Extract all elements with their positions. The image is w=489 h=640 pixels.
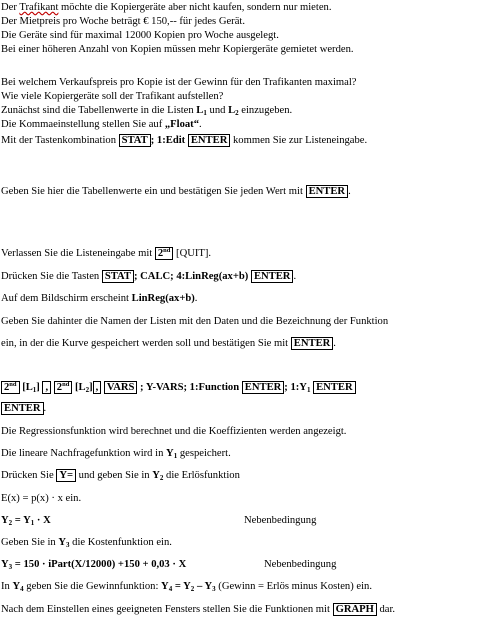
text: ] xyxy=(89,382,93,393)
intro-line-2: Der Mietpreis pro Woche beträgt € 150,-- für jedes Gerät. xyxy=(1,16,245,27)
intro-line-4: Bei einer höheren Anzahl von Kopien müssen mehr Kopiergeräte gemietet werden. xyxy=(1,44,354,55)
text: . xyxy=(43,403,47,414)
text xyxy=(75,382,93,393)
text: 3 xyxy=(8,563,13,571)
second-key xyxy=(1,381,20,394)
step-confirm xyxy=(1,337,336,350)
text: Geben Sie in xyxy=(1,537,59,548)
text: Drücken Sie die Tasten xyxy=(1,271,102,282)
text: 2 xyxy=(56,382,63,393)
text: . xyxy=(199,119,202,130)
text: Auf dem Bildschirm erscheint xyxy=(1,293,132,304)
instruction-lists xyxy=(1,104,292,117)
text: 1 xyxy=(32,386,37,394)
text: 4 xyxy=(20,585,24,593)
text: LinReg(ax+b) xyxy=(131,293,195,304)
stat-key: STAT xyxy=(102,270,134,283)
text xyxy=(284,382,310,393)
text: = Y xyxy=(12,515,31,526)
text: Der xyxy=(1,2,20,13)
text: [L xyxy=(22,382,33,393)
comma-key: , xyxy=(42,381,51,394)
step-quit xyxy=(1,247,211,260)
text: . xyxy=(194,293,198,304)
result-y3 xyxy=(1,558,186,571)
result-press-y xyxy=(1,469,240,482)
text: L xyxy=(228,105,236,116)
result-revenue-formula: E(x) = p(x) · x ein. xyxy=(1,493,82,504)
text: möchte die Kopiergeräte aber nicht kaufen, sondern nur mieten. xyxy=(58,2,332,13)
text: Zunächst sind die Tabellenwerte in die Listen xyxy=(1,105,197,116)
result-y2 xyxy=(1,514,51,527)
text: „Float“ xyxy=(164,119,200,130)
intro-line-3: Die Geräte sind für maximal 12000 Kopien pro Woche ausgelegt. xyxy=(1,30,279,41)
enter-key: ENTER xyxy=(1,402,44,415)
enter-key: ENTER xyxy=(313,381,356,394)
result-regression: Die Regressionsfunktion wird berechnet und die Koeffizienten werden angezeigt. xyxy=(1,426,347,437)
text: Y xyxy=(152,470,160,481)
instruction-edit xyxy=(1,134,367,147)
text: . xyxy=(348,186,351,197)
text: 2 xyxy=(235,109,239,117)
text: Geben Sie hier die Tabellenwerte ein und bestätigen Sie jeden Wert mit xyxy=(1,186,306,197)
text: 2 xyxy=(190,585,195,593)
text: 4 xyxy=(168,585,173,593)
text: [L xyxy=(74,382,86,393)
text: Y xyxy=(166,448,174,459)
text: . xyxy=(333,338,336,349)
enter-key: ENTER xyxy=(188,134,231,147)
text: Verlassen Sie die Listeneingabe mit xyxy=(1,248,155,259)
text: ] xyxy=(36,382,40,393)
result-demand xyxy=(1,447,231,460)
enter-values-line xyxy=(1,185,351,198)
text: 1 xyxy=(30,519,35,527)
comma-key: , xyxy=(93,381,102,394)
text: Y xyxy=(58,537,67,548)
result-y4 xyxy=(1,580,372,593)
enter-key: ENTER xyxy=(291,337,334,350)
text: Mit der Tastenkombination xyxy=(1,135,119,146)
second-key xyxy=(54,381,73,394)
text: Drücken Sie xyxy=(1,470,57,481)
text: – Y xyxy=(194,581,213,592)
text: ; 1:Y xyxy=(284,382,307,393)
text: 3 xyxy=(212,585,216,593)
text: 3 xyxy=(66,541,70,549)
key-sequence xyxy=(1,381,356,394)
text: In xyxy=(1,581,13,592)
text: geben Sie die Gewinnfunktion: xyxy=(23,581,162,592)
step-screen xyxy=(1,292,197,305)
text: ; CALC; 4:LinReg(ax+b) xyxy=(133,271,249,282)
spellcheck-word: Trafikant xyxy=(19,2,59,13)
text: = Y xyxy=(172,581,191,592)
constraint-label: Nebenbedingung xyxy=(244,515,317,526)
text: . xyxy=(293,271,297,282)
text: [QUIT]. xyxy=(173,248,212,259)
text: gespeichert. xyxy=(177,448,231,459)
text xyxy=(22,382,40,393)
text: ein, in der die Kurve gespeichert werden soll und bestätigen Sie mit xyxy=(1,338,291,349)
text: dar. xyxy=(376,604,396,615)
text: Nach dem Einstellen eines geeigneten Fensters stellen Sie die Funktionen mit xyxy=(1,604,333,615)
text: 2 xyxy=(159,474,164,482)
intro-line-1 xyxy=(1,1,331,14)
y-equals-key: Y= xyxy=(56,469,76,482)
text: L xyxy=(196,105,204,116)
result-cost-intro xyxy=(1,536,172,549)
text xyxy=(1,559,186,570)
constraint-label: Nebenbedingung xyxy=(264,559,337,570)
text: und xyxy=(206,105,229,116)
key-sequence-cont xyxy=(1,402,46,415)
text: 1 xyxy=(203,109,207,117)
text: 2 xyxy=(8,519,13,527)
text: Die lineare Nachfragefunktion wird in xyxy=(1,448,167,459)
text: 2 xyxy=(85,386,90,394)
vars-key: VARS xyxy=(104,381,137,394)
enter-key: ENTER xyxy=(251,270,294,283)
text: Y xyxy=(1,515,9,526)
text: 1 xyxy=(173,452,178,460)
text: die Kostenfunktion ein. xyxy=(69,537,172,548)
text: · X xyxy=(34,515,51,526)
text: 2 xyxy=(4,382,10,393)
second-key xyxy=(155,247,174,260)
text: = 150 · iPart(X/12000) +150 + 0,03 · X xyxy=(12,559,187,570)
text: die Erlösfunktion xyxy=(163,470,240,481)
text: nd xyxy=(62,381,70,388)
question-2: Wie viele Kopiergeräte soll der Trafikant aufstellen? xyxy=(1,91,224,102)
text: ; Y-VARS; 1:Function xyxy=(137,382,240,393)
text: einzugeben. xyxy=(238,105,293,116)
text xyxy=(1,515,51,526)
text: Die Kommaeinstellung stellen Sie auf xyxy=(1,119,165,130)
text xyxy=(161,581,216,592)
text: nd xyxy=(163,247,171,254)
text: Y xyxy=(12,581,21,592)
step-linreg xyxy=(1,270,296,283)
instruction-float xyxy=(1,118,202,131)
text: Y xyxy=(161,581,169,592)
text: 2 xyxy=(157,248,164,259)
stat-key: STAT xyxy=(119,134,151,147)
text: nd xyxy=(9,381,17,388)
enter-key: ENTER xyxy=(242,381,285,394)
text: (Gewinn = Erlös minus Kosten) ein. xyxy=(215,581,372,592)
enter-key: ENTER xyxy=(306,185,349,198)
question-1: Bei welchem Verkaufspreis pro Kopie ist der Gewinn für den Trafikanten maximal? xyxy=(1,77,357,88)
text: 1 xyxy=(306,386,311,394)
text: kommen Sie zur Listeneingabe. xyxy=(230,135,368,146)
result-graph xyxy=(1,603,395,616)
graph-key: GRAPH xyxy=(333,603,377,616)
step-lists-names: Geben Sie dahinter die Namen der Listen mit den Daten und die Bezeichnung der Funktion xyxy=(1,316,389,327)
text: Y xyxy=(1,559,9,570)
text: und geben Sie in xyxy=(76,470,153,481)
text: ; 1:Edit xyxy=(150,135,186,146)
